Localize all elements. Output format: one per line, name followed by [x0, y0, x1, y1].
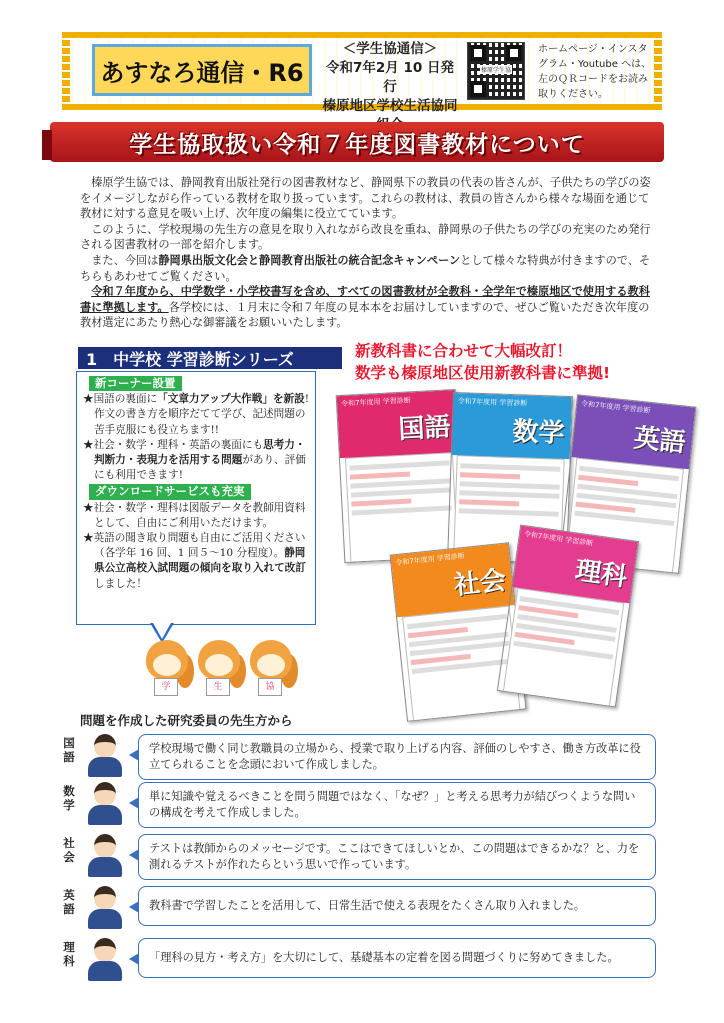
teacher-avatar: [84, 732, 126, 778]
download-service-tag: ダウンロードサービスも充実: [89, 484, 251, 499]
cover-body: [503, 588, 625, 708]
textbook-compliance-note: 令和７年度から、中学数学・小学校書写を含め、すべての図書教材が全教科・全学年で榛原地区で使用する教科書に準拠します。: [80, 285, 650, 314]
cover-label: 令和7年度用 学習診断: [457, 397, 528, 408]
mascot-sign: 学: [154, 678, 178, 696]
subject-label: 国語: [63, 736, 75, 764]
teacher-comment: 教科書で学習したことを活用して、日常生活で使える表現をたくさん取り入れました。: [138, 886, 656, 926]
promo-line-2: 数学も榛原地区使用新教科書に準拠!: [355, 364, 611, 382]
promo-headline: [355, 340, 695, 384]
newsletter-title-box: [92, 44, 312, 96]
cover-body: [345, 452, 458, 563]
teacher-comment: 単に知識や覚えるべきことを問う問題ではなく、「なぜ？」と考える思考力が結びつくような問いの構成を考えて作成しました。: [138, 782, 656, 828]
cover-subject: 社会: [452, 565, 508, 602]
feature-text: しました！: [94, 577, 147, 590]
teacher-comment-row: [62, 884, 662, 930]
teacher-avatar: [84, 780, 126, 826]
feature-list-box: [76, 371, 316, 625]
cover-subject: 国語: [397, 412, 452, 445]
subject-label: 数学: [63, 784, 75, 812]
qr-code-icon[interactable]: [467, 42, 525, 100]
section-title: 1 中学校 学習診断シリーズ: [78, 347, 342, 369]
mascot-sign: 生: [206, 678, 230, 696]
workbook-cover-kokugo: [336, 389, 465, 563]
pub-date: 令和7年2月 10 日発行: [326, 60, 454, 95]
headline-text: 学生協取扱い令和７年度図書教材について: [129, 131, 585, 158]
subject-label: 社会: [63, 836, 75, 864]
newsletter-header: [62, 32, 662, 114]
cover-label: 令和7年度用 学習診断: [580, 399, 651, 415]
teacher-avatar: [84, 936, 126, 982]
teacher-comment-row: [62, 832, 662, 878]
workbook-cover-rika: [497, 524, 639, 707]
cover-header: [452, 393, 572, 459]
new-corner-tag: 新コーナー設置: [89, 376, 182, 391]
feature-item: [83, 438, 309, 484]
teacher-comment: 「理科の見方・考え方」を大切にして、基礎基本の定着を図る問題づくりに努めてきました。: [138, 938, 656, 978]
subject-label: 理科: [63, 940, 75, 968]
teacher-avatar: [84, 884, 126, 930]
teachers-heading: 問題を作成した研究委員の先生方から: [80, 713, 293, 728]
publisher: 榛原地区学校生活協同: [322, 98, 458, 114]
cover-label: 令和7年度用 学習診断: [523, 530, 594, 548]
qr-label: 榛原学生協: [481, 67, 512, 74]
intro-p3-pre: また、今回は: [91, 253, 159, 267]
qr-finder: [506, 45, 522, 61]
intro-p3-post: として様々な特典が付きますので、そちらもあわせてご覧ください。: [80, 253, 651, 283]
feature-highlight: 静岡県公立高校入試問題の傾向を取り入れて改訂: [94, 547, 306, 575]
mascot-sign: 協: [258, 678, 282, 696]
intro-p4-post: 各学校には、１月末に令和７年度の見本本をお届けしていますので、ぜひご覧いただき次年度の教材選定にあたり熱心な御審議をお願いいたします。: [80, 300, 650, 330]
teacher-comment: 学校現場で働く同じ教職員の立場から、授業で取り上げる内容、評価のしやすさ、働き方改革に役立てられることを念頭において作成しました。: [138, 734, 656, 780]
homepage-note: ホームページ・インスタグラム・Youtube へは、左のＱＲコードをお読み取りください。: [538, 44, 652, 100]
cover-header: [337, 390, 458, 458]
teacher-comment: テストは教師からのメッセージです。ここはできてほしいとか、この問題はできるかな？と、力を測れるテストが作れたらという思いで作っています。: [138, 834, 656, 880]
cover-header: [391, 543, 515, 617]
intro-paragraph-3: [80, 253, 652, 284]
intro-paragraph-1: 榛原学生協では、静岡教育出版社発行の図書教材など、静岡県下の教員の代表の皆さんが、子供たちの学びの姿をイメージしながら作っている教材を取り扱っています。これらの教材は、教員の皆さんから様々な場面を通じて教材に対する意見を吸い上げ、次年度の編集に役立てています。: [80, 176, 651, 221]
campaign-name: 静岡県出版文化会と静岡教育出版社の統合記念キャンペーン: [158, 253, 461, 267]
teacher-comment-row: [62, 936, 662, 982]
feature-highlight: 「文章力アップ大作戦」を新設: [157, 393, 305, 406]
cover-subject: 数学: [512, 417, 566, 449]
newsletter-title: あすなろ通信・R6: [100, 58, 304, 87]
qr-finder: [470, 45, 486, 61]
cover-subject: 英語: [632, 423, 688, 459]
intro-text: [80, 175, 652, 331]
cover-label: 令和7年度用 学習診断: [340, 396, 411, 408]
feature-item: [83, 392, 309, 438]
publication-info: [320, 40, 460, 135]
squirrel-mascot: [192, 640, 246, 696]
pub-line-1: ＜学生協通信＞: [342, 41, 438, 57]
squirrel-mascot: [140, 640, 194, 696]
teacher-avatar: [84, 832, 126, 878]
feature-item: ★社会・数学・理科は図版データを教師用資料として、自由にご利用いただけます。: [83, 501, 306, 529]
feature-item: [83, 531, 309, 592]
subject-label: 英語: [63, 888, 75, 916]
intro-paragraph-4: [80, 284, 652, 331]
cover-label: 令和7年度用 学習診断: [395, 551, 466, 568]
feature-text: があり、評価にも利用できます!: [94, 454, 306, 482]
cover-header: [572, 395, 696, 469]
promo-line-1: 新教科書に合わせて大幅改訂！: [355, 342, 573, 360]
cover-subject: 理科: [573, 555, 629, 593]
teacher-comment-row: [62, 780, 662, 826]
feature-text: ★英語の聞き取り問題も自由にご活用ください（各学年 16 回、1 回５～10 分程度）。: [83, 532, 306, 560]
qr-finder: [470, 81, 486, 97]
feature-text: ★国語の裏面に: [83, 393, 158, 406]
squirrel-mascot: [244, 640, 298, 696]
headline-banner: [50, 122, 664, 162]
feature-text: ★社会・数学・理科・英語の裏面にも: [83, 438, 264, 451]
teacher-comment-row: [62, 732, 662, 778]
feature-text: !作文の書き方を順序だてて学び、記述問題の苦手克服にも役立ちます!!: [94, 393, 309, 436]
intro-paragraph-2: このように、学校現場の先生方の意見を取り入れながら改良を重ね、静岡県の子供たちの学びの充実のため発行される図書教材の一部を紹介します。: [80, 222, 651, 252]
feature-highlight: 思考力・判断力・表現力を活用する問題: [94, 438, 306, 467]
